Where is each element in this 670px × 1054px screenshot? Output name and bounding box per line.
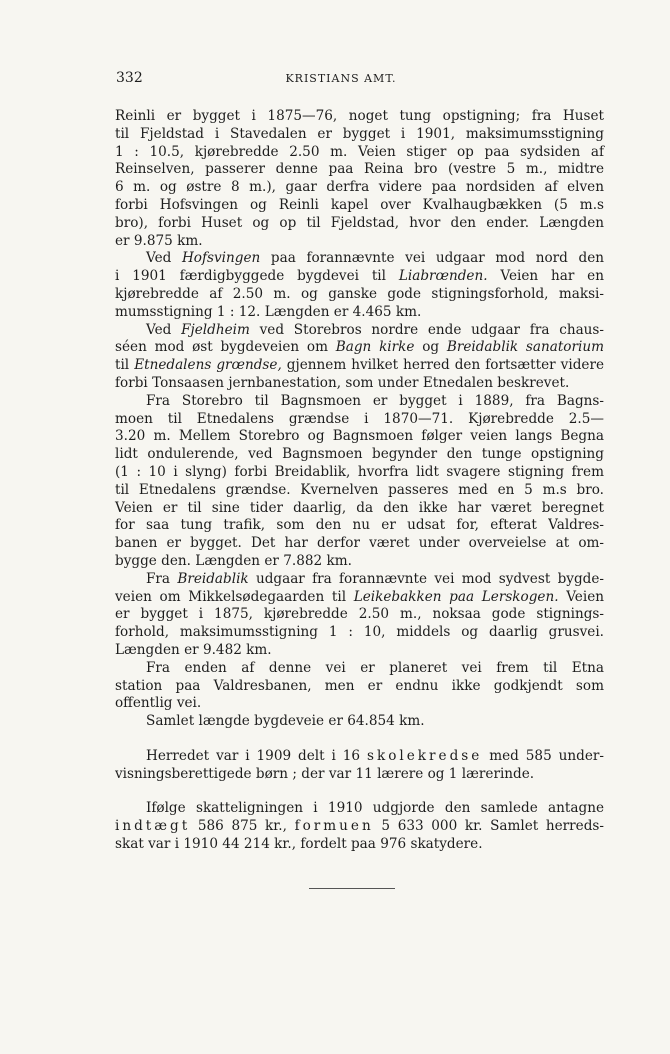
- paragraph: [115, 322, 604, 393]
- text-line: lidt ondulerende, ved Bagnsmoen begynder den tunge opstigning: [115, 446, 604, 463]
- text-line: Ved Hofsvingen paa forannævnte vei udgaar mod nord den: [146, 250, 605, 267]
- paragraph: [115, 660, 604, 713]
- text-line: Fra Storebro til Bagnsmoen er bygget i 1889, fra Bagns-: [146, 392, 604, 409]
- text-line: Reinselven, passerer denne paa Reina bro (vestre 5 m., midtre: [115, 161, 604, 178]
- place-name: Bagn kirke: [335, 339, 415, 356]
- paragraph: [115, 571, 604, 660]
- place-name: Liabrœnden.: [398, 268, 488, 285]
- section-rule: [309, 888, 395, 889]
- running-head: KRISTIANS AMT.: [285, 72, 397, 85]
- text-line: forbi Hofsvingen og Reinli kapel over Kvalhaugbækken (5 m.s: [115, 196, 604, 213]
- body-text: [115, 108, 604, 854]
- text-line: bygge den. Længden er 7.882 km.: [115, 552, 352, 569]
- text-line: Herredet var i 1909 delt i 16 skolekredse med 585 under-: [146, 747, 604, 764]
- text-line: 6 m. og østre 8 m.), gaar derfra videre paa nordsiden af elven: [115, 179, 604, 196]
- place-name: Breidablik: [177, 570, 249, 587]
- paragraph: [115, 250, 604, 321]
- text-line: offentlig vei.: [115, 695, 202, 712]
- text-line: mumsstigning 1 : 12. Længden er 4.465 km.: [115, 303, 422, 320]
- place-name: Leikebakken paa Lerskogen.: [353, 588, 559, 605]
- text-line: er 9.875 km.: [115, 232, 203, 249]
- paragraph: [115, 800, 604, 853]
- text-line: for saa tung trafik, som den nu er udsat for, efterat Valdres-: [115, 517, 604, 534]
- text-line: Reinli er bygget i 1875—76, noget tung opstigning; fra Huset: [115, 108, 604, 124]
- spaced-term: indtægt: [115, 818, 191, 835]
- text-line: Samlet længde bygdeveie er 64.854 km.: [146, 713, 425, 730]
- text-line: skat var i 1910 44 214 kr., fordelt paa 976 skatydere.: [115, 836, 483, 853]
- place-name: Fjeldheim: [181, 321, 250, 338]
- text-line: Længden er 9.482 km.: [115, 641, 272, 658]
- spaced-term: skolekredse: [367, 747, 483, 764]
- paragraph-gap: [115, 731, 604, 748]
- text-line: veien om Mikkelsødegaarden til Leikebakken paa Lerskogen. Veien: [115, 588, 604, 605]
- paragraph-gap: [115, 783, 604, 800]
- text-line: til Etnedalens grœndse, gjennem hvilket herred den fortsætter videre: [115, 357, 604, 374]
- text-line: til Fjeldstad i Stavedalen er bygget i 1901, maksimumsstigning: [115, 125, 604, 142]
- text-line: (1 : 10 i slyng) forbi Breidablik, hvorfra lidt svagere stigning frem: [115, 463, 604, 480]
- text-line: bro), forbi Huset og op til Fjeldstad, hvor den ender. Længden: [115, 214, 604, 231]
- text-line: séen mod øst bygdeveien om Bagn kirke og Breidablik sanatorium: [115, 339, 604, 356]
- place-name: Hofsvingen: [181, 250, 261, 267]
- paragraph: [115, 748, 604, 784]
- text-line: kjørebredde af 2.50 m. og ganske gode stigningsforhold, maksi-: [115, 285, 604, 302]
- text-line: station paa Valdresbanen, men er endnu ikke godkjendt som: [115, 677, 604, 694]
- text-line: i 1901 færdigbyggede bygdevei til Liabrœnden. Veien har en: [115, 268, 604, 285]
- place-name: Breidablik sanatorium: [446, 339, 604, 356]
- text-line: Veien er til sine tider daarlig, da den ikke har været beregnet: [115, 499, 604, 516]
- text-line: moen til Etnedalens grændse i 1870—71. Kjørebredde 2.5—: [115, 410, 604, 427]
- page-header: [116, 70, 566, 92]
- text-line: 1 : 10.5, kjørebredde 2.50 m. Veien stiger op paa sydsiden af: [115, 143, 604, 160]
- text-line: til Etnedalens grændse. Kvernelven passeres med en 5 m.s bro.: [115, 481, 604, 498]
- paragraph: [115, 713, 604, 731]
- page-number: 332: [116, 70, 143, 86]
- text-line: forbi Tonsaasen jernbanestation, som under Etnedalen beskrevet.: [115, 374, 570, 391]
- text-line: indtægt 586 875 kr., formuen 5 633 000 kr. Samlet herreds-: [115, 818, 604, 835]
- text-line: 3.20 m. Mellem Storebro og Bagnsmoen følger veien langs Begna: [115, 428, 604, 445]
- spaced-term: formuen: [294, 818, 374, 835]
- text-line: Fra enden af denne vei er planeret vei frem til Etna: [146, 659, 604, 676]
- paragraph: [115, 108, 604, 250]
- text-line: forhold, maksimumsstigning 1 : 10, middels og daarlig grusvei.: [115, 624, 604, 641]
- text-line: Ifølge skatteligningen i 1910 udgjorde den samlede antagne: [146, 800, 604, 817]
- text-line: Fra Breidablik udgaar fra forannævnte vei mod sydvest bygde-: [146, 570, 604, 587]
- place-name: Etnedalens grœndse,: [134, 357, 282, 374]
- text-line: Ved Fjeldheim ved Storebros nordre ende udgaar fra chaus-: [146, 321, 604, 338]
- text-line: banen er bygget. Det har derfor været under overveielse at om-: [115, 535, 604, 552]
- text-line: er bygget i 1875, kjørebredde 2.50 m., noksaa gode stignings-: [115, 606, 604, 623]
- text-line: visningsberettigede børn ; der var 11 lærere og 1 lærerinde.: [115, 765, 535, 782]
- paragraph: [115, 393, 604, 571]
